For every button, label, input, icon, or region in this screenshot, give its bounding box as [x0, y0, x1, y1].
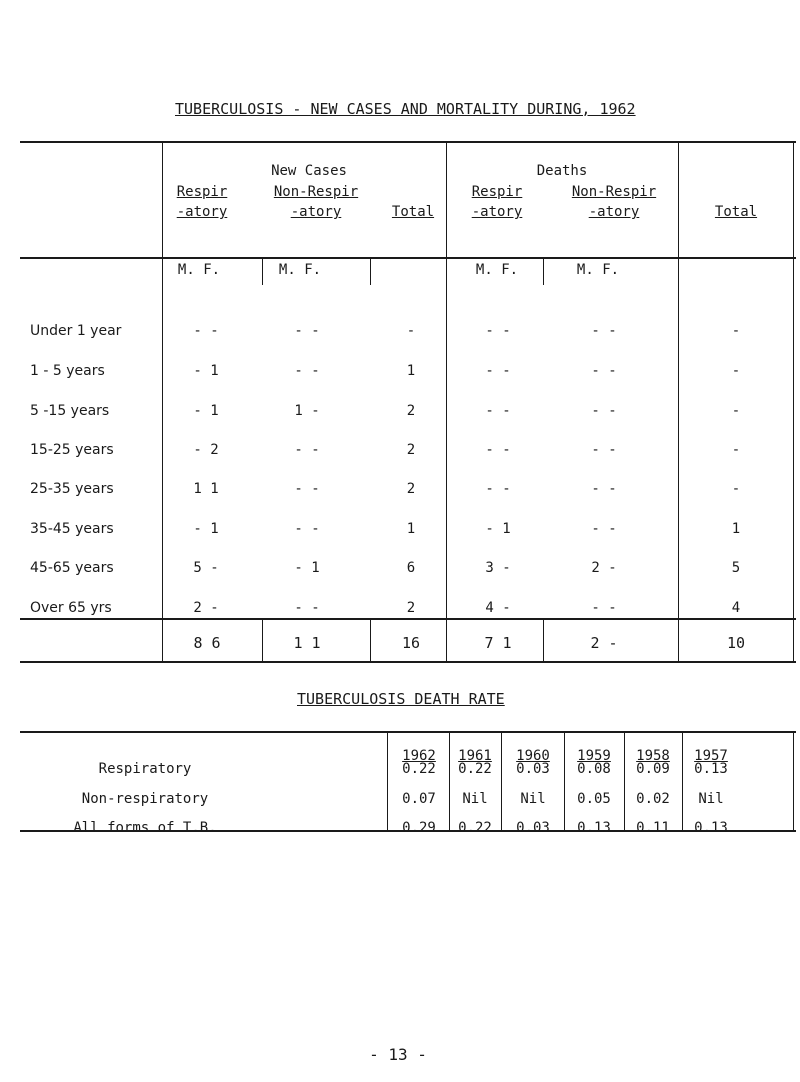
- col-divider: [370, 620, 371, 663]
- rate-row-label: All forms of T.B.: [73, 820, 217, 836]
- row-label: 5 -15 years: [30, 403, 110, 419]
- total-new-respir: 8 6: [193, 634, 221, 652]
- page-number: - 13 -: [369, 1045, 427, 1064]
- col-divider: [793, 141, 794, 663]
- rate-value: 0.22: [402, 761, 436, 777]
- col-divider: [682, 731, 683, 832]
- col-divider: [501, 731, 502, 832]
- cell-deaths-respir: - 1: [485, 521, 511, 537]
- total-deaths-total: 10: [726, 634, 746, 652]
- col-header-nonrespir: Non-Respir: [273, 184, 359, 200]
- cell-deaths-total: 1: [731, 521, 741, 537]
- year-header: 1958: [636, 748, 670, 764]
- rate-row-label: Respiratory: [98, 761, 192, 777]
- col-header-deaths-total: Total: [714, 204, 758, 220]
- cell-new-respir: - 2: [193, 442, 219, 458]
- rate-value: 0.03: [516, 761, 550, 777]
- total-new-total: 16: [401, 634, 421, 652]
- rate-value: Nil: [462, 791, 488, 807]
- col-divider: [262, 257, 263, 285]
- row-label: 45-65 years: [30, 560, 114, 576]
- col-divider: [262, 620, 263, 663]
- col-header-respir-suffix: -atory: [176, 204, 228, 220]
- cell-deaths-total: -: [731, 363, 741, 379]
- rate-value: 0.03: [516, 820, 550, 836]
- col-divider: [678, 141, 679, 663]
- cell-new-respir: 1 1: [193, 481, 219, 497]
- col-header-deaths-respir: Respir: [471, 184, 523, 200]
- col-divider: [564, 731, 565, 832]
- row-label: 35-45 years: [30, 521, 114, 537]
- cell-new-total: 2: [406, 403, 416, 419]
- cell-new-respir: - 1: [193, 403, 219, 419]
- col-divider: [793, 731, 794, 832]
- col-header-total: Total: [391, 204, 435, 220]
- col-header-nonrespir-suffix: -atory: [290, 204, 342, 220]
- year-header: 1957: [694, 748, 728, 764]
- rate-value: 0.09: [636, 761, 670, 777]
- cell-new-respir: - 1: [193, 521, 219, 537]
- cell-deaths-nonrespir: - -: [591, 481, 617, 497]
- cell-deaths-respir: 3 -: [485, 560, 511, 576]
- cell-deaths-respir: 4 -: [485, 600, 511, 616]
- cell-deaths-total: 4: [731, 600, 741, 616]
- sex-label: M. F.: [475, 262, 519, 278]
- cell-deaths-total: 5: [731, 560, 741, 576]
- cell-deaths-nonrespir: - -: [591, 600, 617, 616]
- table-top-border: [20, 141, 796, 143]
- sex-label: M. F.: [177, 262, 221, 278]
- col-header-deaths-respir-suffix: -atory: [471, 204, 523, 220]
- cell-new-nonrespir: - -: [294, 481, 320, 497]
- page-title: TUBERCULOSIS - NEW CASES AND MORTALITY DURING, 1962: [175, 100, 636, 118]
- cell-new-respir: - -: [193, 323, 219, 339]
- total-new-nonrespir: 1 1: [293, 634, 321, 652]
- group-header-new-cases: New Cases: [271, 163, 347, 179]
- rate-value: 0.22: [458, 761, 492, 777]
- cell-deaths-nonrespir: 2 -: [591, 560, 617, 576]
- col-header-respir: Respir: [176, 184, 228, 200]
- rate-value: 0.13: [694, 761, 728, 777]
- cell-deaths-total: -: [731, 442, 741, 458]
- cell-deaths-nonrespir: - -: [591, 363, 617, 379]
- totals-divider: [20, 618, 796, 620]
- cell-new-nonrespir: - -: [294, 521, 320, 537]
- col-header-deaths-nonrespir: Non-Respir: [571, 184, 657, 200]
- cell-deaths-nonrespir: - -: [591, 323, 617, 339]
- cell-new-nonrespir: - -: [294, 442, 320, 458]
- rate-value: 0.22: [458, 820, 492, 836]
- rate-value: 0.11: [636, 820, 670, 836]
- row-label: Under 1 year: [30, 323, 122, 339]
- total-deaths-respir: 7 1: [484, 634, 512, 652]
- cell-new-total: 2: [406, 481, 416, 497]
- cell-deaths-respir: - -: [485, 403, 511, 419]
- cell-new-respir: 2 -: [193, 600, 219, 616]
- rate-value: Nil: [520, 791, 546, 807]
- sex-label: M. F.: [576, 262, 620, 278]
- cell-deaths-respir: - -: [485, 481, 511, 497]
- rate-value: 0.13: [694, 820, 728, 836]
- cell-new-nonrespir: - -: [294, 323, 320, 339]
- row-label: 1 - 5 years: [30, 363, 105, 379]
- col-divider: [387, 731, 388, 832]
- rate-value: 0.05: [577, 791, 611, 807]
- col-divider: [370, 257, 371, 285]
- cell-deaths-respir: - -: [485, 442, 511, 458]
- table-bottom-border: [20, 661, 796, 663]
- table-top-border: [20, 731, 796, 733]
- sex-label: M. F.: [278, 262, 322, 278]
- cell-new-nonrespir: - 1: [294, 560, 320, 576]
- cell-new-total: 6: [406, 560, 416, 576]
- row-label: 25-35 years: [30, 481, 114, 497]
- cell-new-total: 2: [406, 600, 416, 616]
- cell-new-respir: - 1: [193, 363, 219, 379]
- year-header: 1962: [402, 748, 436, 764]
- rate-value: 0.07: [402, 791, 436, 807]
- year-header: 1961: [458, 748, 492, 764]
- cell-deaths-total: -: [731, 323, 741, 339]
- year-header: 1959: [577, 748, 611, 764]
- total-deaths-nonrespir: 2 -: [590, 634, 618, 652]
- cell-deaths-total: -: [731, 481, 741, 497]
- cell-new-nonrespir: - -: [294, 600, 320, 616]
- cell-new-nonrespir: 1 -: [294, 403, 320, 419]
- cell-new-total: 1: [406, 363, 416, 379]
- cell-deaths-respir: - -: [485, 363, 511, 379]
- col-divider: [543, 620, 544, 663]
- col-divider: [162, 141, 163, 663]
- rate-value: Nil: [698, 791, 724, 807]
- header-divider: [20, 257, 796, 259]
- row-label: Over 65 yrs: [30, 600, 112, 616]
- rate-value: 0.29: [402, 820, 436, 836]
- cell-new-respir: 5 -: [193, 560, 219, 576]
- cell-new-total: 2: [406, 442, 416, 458]
- rate-value: 0.08: [577, 761, 611, 777]
- col-divider: [446, 141, 447, 663]
- cell-new-total: -: [406, 323, 416, 339]
- col-divider: [449, 731, 450, 832]
- cell-deaths-total: -: [731, 403, 741, 419]
- rate-value: 0.13: [577, 820, 611, 836]
- col-divider: [543, 257, 544, 285]
- year-header: 1960: [516, 748, 550, 764]
- rate-value: 0.02: [636, 791, 670, 807]
- cell-new-total: 1: [406, 521, 416, 537]
- row-label: 15-25 years: [30, 442, 114, 458]
- cell-deaths-nonrespir: - -: [591, 442, 617, 458]
- cell-deaths-respir: - -: [485, 323, 511, 339]
- rate-row-label: Non-respiratory: [81, 791, 209, 807]
- section-title: TUBERCULOSIS DEATH RATE: [297, 690, 505, 708]
- col-header-deaths-nonrespir-suffix: -atory: [588, 204, 640, 220]
- cell-deaths-nonrespir: - -: [591, 403, 617, 419]
- col-divider: [624, 731, 625, 832]
- group-header-deaths: Deaths: [536, 163, 588, 179]
- cell-deaths-nonrespir: - -: [591, 521, 617, 537]
- cell-new-nonrespir: - -: [294, 363, 320, 379]
